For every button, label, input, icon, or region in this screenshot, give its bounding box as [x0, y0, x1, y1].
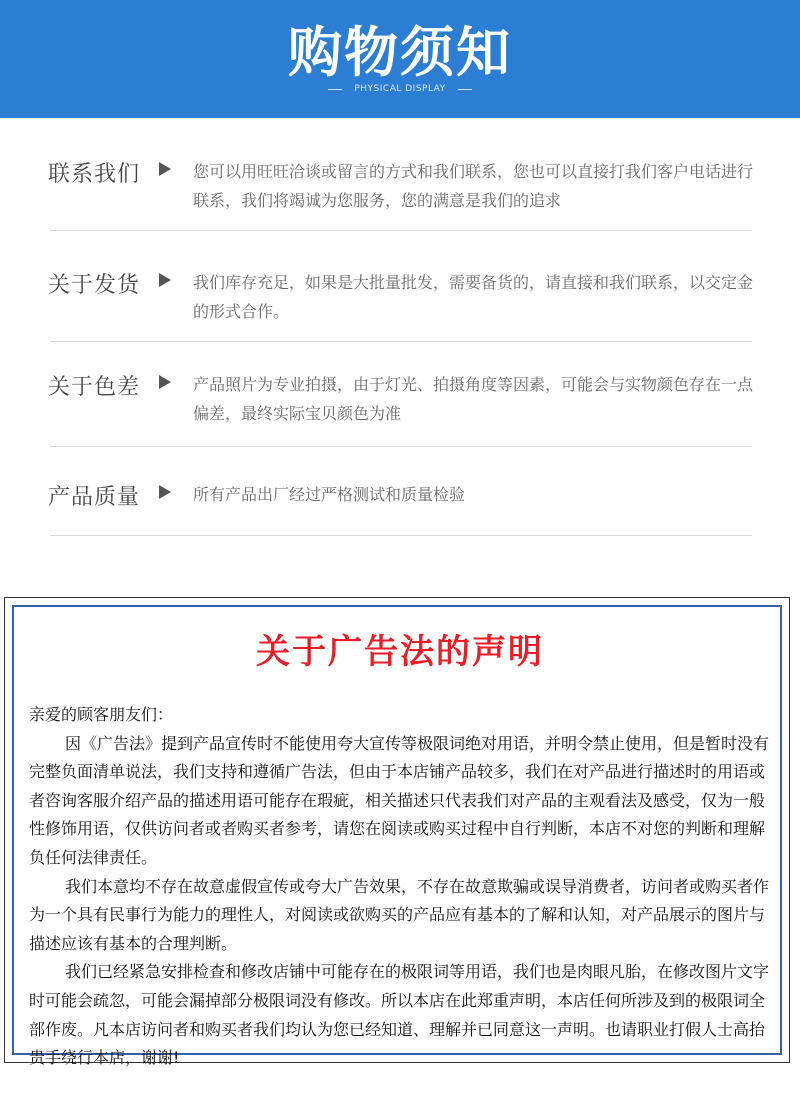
notice-label: 关于发货 — [48, 273, 141, 298]
triangle-right-icon — [159, 485, 171, 499]
notice-text: 您可以用旺旺洽谈或留言的方式和我们联系，您也可以直接打我们客户电话进行联系，我们将竭诚为您服务，您的满意是我们的追求 — [193, 162, 754, 210]
notice-text: 我们库存充足，如果是大批量批发，需要备货的，请直接和我们联系，以交定金的形式合作。 — [193, 273, 754, 321]
notice-text: 产品照片为专业拍摄，由于灯光、拍摄角度等因素，可能会与实物颜色存在一点偏差，最终实际宝贝颜色为准 — [193, 375, 754, 423]
legal-title: 关于广告法的声明 — [256, 632, 544, 672]
divider — [50, 535, 752, 536]
legal-body — [29, 701, 776, 1073]
legal-paragraph: 我们本意均不存在故意虚假宣传或夸大广告效果，不存在故意欺骗或误导消费者，访问者或购买者作为一个具有民事行为能力的理性人，对阅读或欲购买的产品应有基本的了解和认知，对产品展示的图片与描述应该有基本的合理判断。 — [29, 876, 770, 953]
banner-subtitle: PHYSICAL DISPLAY — [354, 84, 446, 94]
subtitle-left-dash — [328, 89, 342, 90]
divider — [50, 446, 752, 447]
notice-label: 产品质量 — [48, 485, 141, 510]
triangle-right-icon — [159, 162, 171, 176]
legal-paragraph: 我们已经紧急安排检查和修改店铺中可能存在的极限词等用语，我们也是肉眼凡胎，在修改图片文字时可能会疏忽，可能会漏掉部分极限词没有修改。所以本店在此郑重声明，本店任何所涉及到的极限词全部作废。凡本店访问者和购买者我们均认为您已经知道、理解并已同意这一声明。也请职业打假人士高抬贵手绕行本店，谢谢! — [29, 962, 770, 1068]
notice-label: 联系我们 — [48, 162, 141, 187]
notice-text: 所有产品出厂经过严格测试和质量检验 — [193, 485, 466, 504]
subtitle-right-dash — [458, 89, 472, 90]
banner-subtitle-row — [0, 84, 800, 94]
header-banner — [0, 0, 800, 118]
legal-paragraph: 因《广告法》提到产品宣传时不能使用夸大宣传等极限词绝对用语，并明令禁止使用，但是暂时没有完整负面清单说法，我们支持和遵循广告法，但由于本店铺产品较多，我们在对产品进行描述时的用语或者咨询客服介绍产品的描述用语可能存在瑕疵，相关描述只代表我们对产品的主观看法及感受，仅为一般性修饰用语，仅供访问者或者购买者参考，请您在阅读或购买过程中自行判断，本店不对您的判断和理解负任何法律责任。 — [29, 733, 770, 867]
banner-title: 购物须知 — [288, 21, 512, 84]
divider — [50, 341, 752, 342]
notice-label: 关于色差 — [48, 375, 141, 400]
triangle-right-icon — [159, 273, 171, 287]
triangle-right-icon — [159, 375, 171, 389]
divider — [50, 230, 752, 231]
legal-greeting: 亲爱的顾客朋友们： — [29, 705, 174, 724]
